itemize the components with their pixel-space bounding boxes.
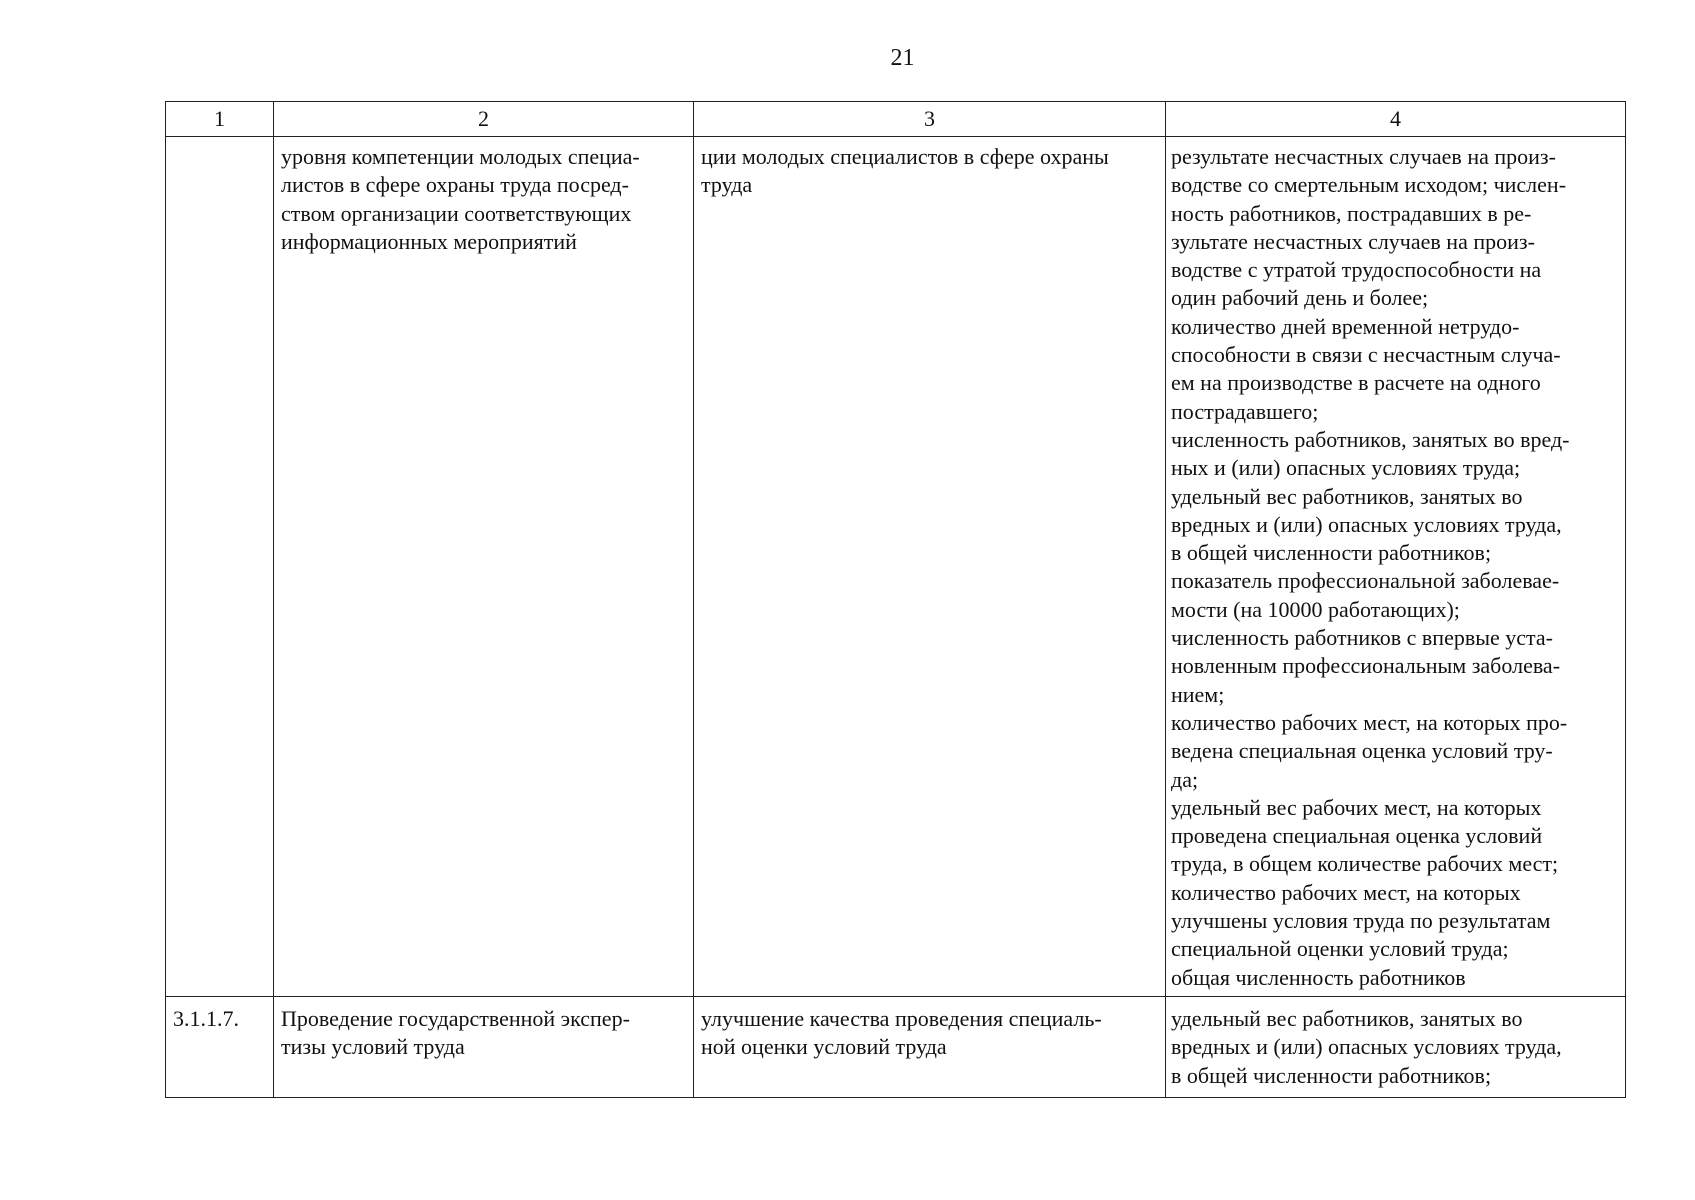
cell-line: ции молодых специалистов в сфере охраны	[701, 144, 1109, 169]
cell-line: ством организации соответствующих	[281, 200, 632, 226]
header-col-4: 4	[1166, 102, 1626, 137]
measure-name-cell	[274, 137, 694, 997]
cell-line: тизы условий труда	[281, 1034, 465, 1060]
cell-line: да;	[1171, 766, 1199, 792]
cell-line: нием;	[1171, 681, 1225, 707]
cell-line: вредных и (или) опасных условиях труда,	[1171, 511, 1562, 537]
cell-line: труда, в общем количестве рабочих мест;	[1171, 851, 1559, 877]
cell-line: в общей численности работников;	[1171, 1062, 1492, 1088]
table-row	[166, 137, 1626, 997]
expected-result-cell	[694, 137, 1166, 997]
cell-line: один рабочий день и более;	[1171, 285, 1429, 311]
indicators-cell	[1166, 996, 1626, 1097]
cell-line: листов в сфере охраны труда посред-	[281, 172, 629, 198]
page-number: 21	[890, 45, 915, 71]
cell-line: водстве с утратой трудоспособности на	[1171, 257, 1542, 283]
cell-line: улучшены условия труда по результатам	[1171, 908, 1551, 934]
cell-line: количество дней временной нетрудо-	[1171, 313, 1520, 339]
expected-result-cell	[694, 996, 1166, 1097]
cell-line: способности в связи с несчастным случа-	[1171, 342, 1561, 368]
cell-line: удельный вес работников, занятых во	[1171, 1005, 1523, 1031]
cell-line: количество рабочих мест, на которых	[1171, 879, 1521, 905]
indicators-cell	[1166, 137, 1626, 997]
table-header-row	[166, 102, 1626, 137]
cell-line: труда	[701, 172, 753, 198]
row-number-cell	[166, 137, 274, 997]
header-col-3: 3	[694, 102, 1166, 137]
cell-line: ных и (или) опасных условиях труда;	[1171, 455, 1521, 481]
cell-line: проведена специальная оценка условий	[1171, 823, 1543, 849]
cell-line: удельный вес рабочих мест, на которых	[1171, 794, 1542, 820]
cell-line: вредных и (или) опасных условиях труда,	[1171, 1034, 1562, 1060]
cell-line: численность работников с впервые уста-	[1171, 625, 1554, 651]
cell-line: численность работников, занятых во вред-	[1171, 426, 1570, 452]
cell-line: ведена специальная оценка условий тру-	[1171, 738, 1553, 764]
cell-line: показатель профессиональной заболевае-	[1171, 568, 1560, 594]
cell-line: улучшение качества проведения специаль-	[701, 1005, 1102, 1031]
cell-line: ность работников, пострадавших в ре-	[1171, 200, 1532, 226]
cell-line: пострадавшего;	[1171, 398, 1319, 424]
cell-line: общая численность работников	[1171, 964, 1466, 990]
cell-line: в общей численности работников;	[1171, 540, 1492, 566]
measure-name-cell	[274, 996, 694, 1097]
cell-line: мости (на 10000 работающих);	[1171, 596, 1460, 622]
cell-line: ной оценки условий труда	[701, 1034, 947, 1060]
cell-line: информационных мероприятий	[281, 228, 577, 254]
cell-line: водстве со смертельным исходом; числен-	[1171, 172, 1567, 198]
cell-line: удельный вес работников, занятых во	[1171, 483, 1523, 509]
cell-line: количество рабочих мест, на которых про-	[1171, 709, 1568, 735]
program-table	[165, 101, 1626, 1098]
row-number-cell: 3.1.1.7.	[166, 996, 274, 1097]
cell-line: зультате несчастных случаев на произ-	[1171, 228, 1535, 254]
table-row	[166, 996, 1626, 1097]
cell-line: новленным профессиональным заболева-	[1171, 653, 1561, 679]
cell-line: специальной оценки условий труда;	[1171, 936, 1509, 962]
cell-line: ем на производстве в расчете на одного	[1171, 370, 1541, 396]
header-col-1: 1	[166, 102, 274, 137]
cell-line: Проведение государственной экспер-	[281, 1005, 630, 1031]
cell-line: уровня компетенции молодых специа-	[281, 144, 640, 169]
cell-line: результате несчастных случаев на произ-	[1171, 144, 1556, 169]
header-col-2: 2	[274, 102, 694, 137]
